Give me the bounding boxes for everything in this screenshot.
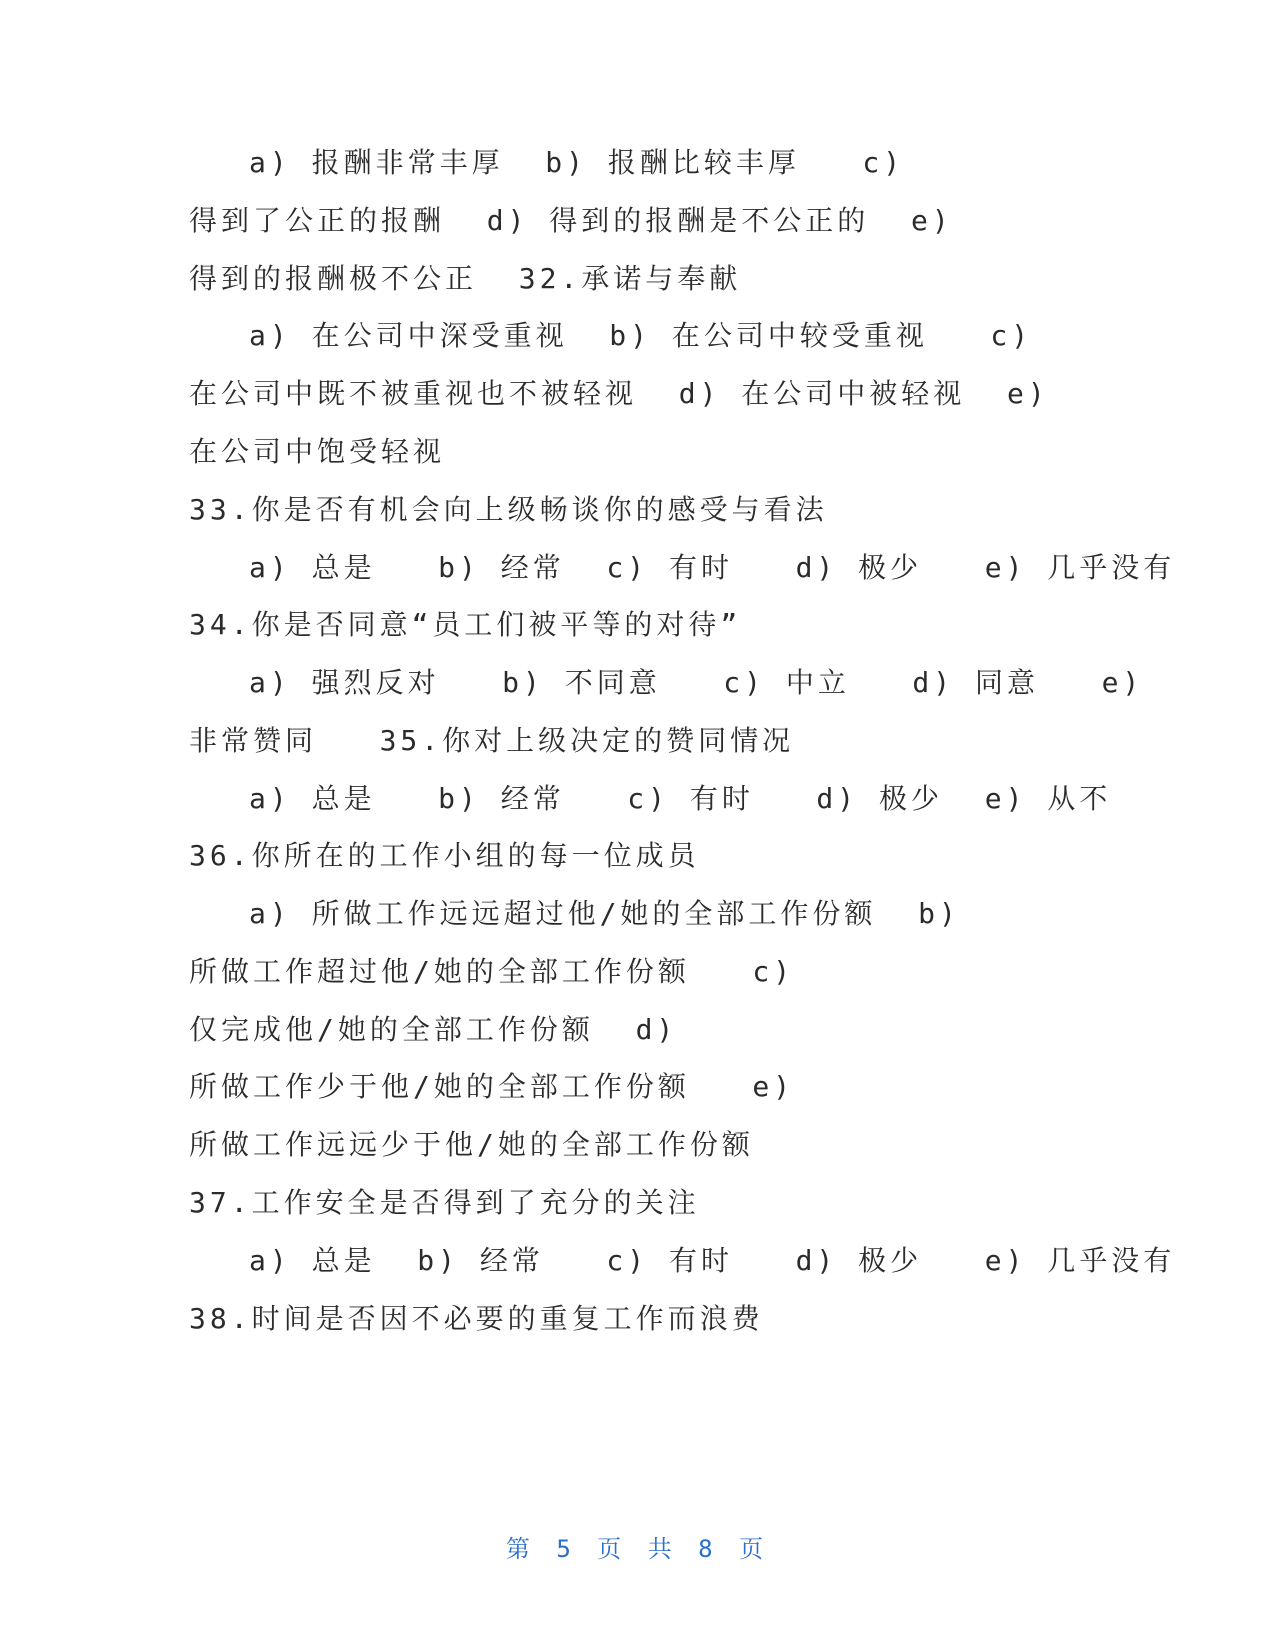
- question-heading: 38.时间是否因不必要的重复工作而浪费: [189, 1302, 764, 1335]
- text-line: 非常赞同 35.你对上级决定的赞同情况: [189, 724, 795, 757]
- text-line: 所做工作远远少于他/她的全部工作份额: [189, 1128, 754, 1161]
- question-heading: 34.你是否同意“员工们被平等的对待”: [189, 608, 742, 641]
- text-line: 在公司中饱受轻视: [189, 435, 446, 468]
- text-line: 所做工作超过他/她的全部工作份额 c): [189, 955, 795, 988]
- text-line: 得到的报酬极不公正 32.承诺与奉献: [189, 262, 742, 295]
- options-line: a) 强烈反对 b) 不同意 c) 中立 d) 同意 e): [249, 666, 1144, 699]
- question-heading: 33.你是否有机会向上级畅谈你的感受与看法: [189, 493, 828, 526]
- question-heading: 37.工作安全是否得到了充分的关注: [189, 1186, 700, 1219]
- text-line: 仅完成他/她的全部工作份额 d): [189, 1013, 678, 1046]
- text-line: a) 在公司中深受重视 b) 在公司中较受重视 c): [249, 319, 1033, 352]
- options-line: a) 所做工作远远超过他/她的全部工作份额 b): [249, 897, 960, 930]
- options-line: a) 总是 b) 经常 c) 有时 d) 极少 e) 几乎没有: [249, 551, 1176, 584]
- question-heading: 36.你所在的工作小组的每一位成员: [189, 839, 700, 872]
- text-line: 得到了公正的报酬 d) 得到的报酬是不公正的 e): [189, 204, 953, 237]
- page-number-footer: 第 5 页 共 8 页: [505, 1535, 770, 1563]
- options-line: a) 总是 b) 经常 c) 有时 d) 极少 e) 从不: [249, 782, 1112, 815]
- text-line: 所做工作少于他/她的全部工作份额 e): [189, 1070, 795, 1103]
- text-line: a) 报酬非常丰厚 b) 报酬比较丰厚 c): [249, 146, 905, 179]
- text-line: 在公司中既不被重视也不被轻视 d) 在公司中被轻视 e): [189, 377, 1049, 410]
- options-line: a) 总是 b) 经常 c) 有时 d) 极少 e) 几乎没有: [249, 1244, 1176, 1277]
